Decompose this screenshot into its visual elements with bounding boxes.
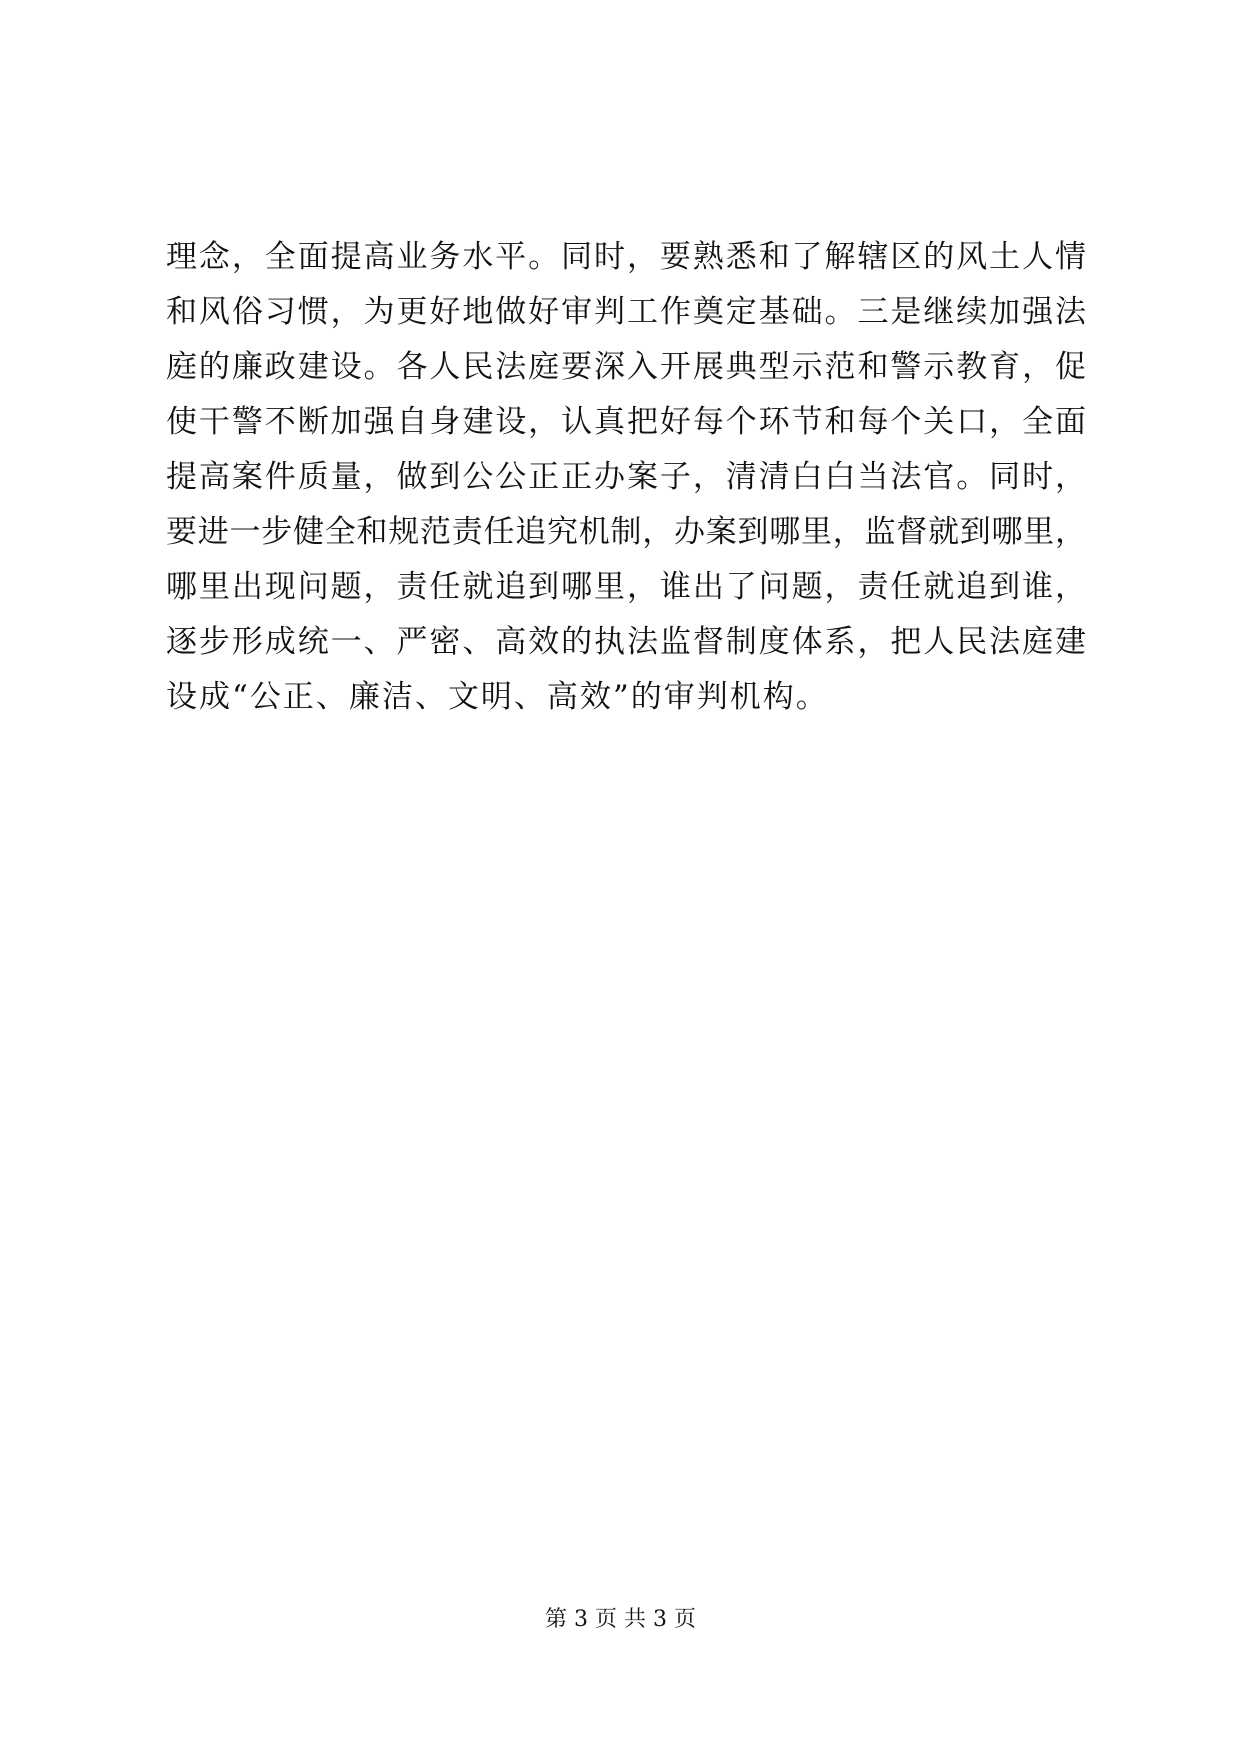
body-paragraph [166,230,1086,725]
text-line-7: 哪里出现问题，责任就追到哪里，谁出了问题，责任就追到谁， [166,569,1086,605]
text-line-1: 理念，全面提高业务水平。同时，要熟悉和了解辖区的风土人情 [166,239,1086,275]
text-line-3: 庭的廉政建设。各人民法庭要深入开展典型示范和警示教育，促 [166,349,1086,385]
text-line-9: 设成“公正、廉洁、文明、高效”的审判机构。 [166,679,829,715]
text-line-2: 和风俗习惯，为更好地做好审判工作奠定基础。三是继续加强法 [166,294,1086,330]
text-line-5: 提高案件质量，做到公公正正办案子，清清白白当法官。同时， [166,459,1086,495]
text-line-4: 使干警不断加强自身建设，认真把好每个环节和每个关口，全面 [166,404,1086,440]
text-line-8: 逐步形成统一、严密、高效的执法监督制度体系，把人民法庭建 [166,624,1086,660]
page-footer [0,1605,1241,1635]
page-number-label: 第 3 页 共 3 页 [545,1607,696,1632]
text-line-6: 要进一步健全和规范责任追究机制，办案到哪里，监督就到哪里， [166,514,1086,550]
